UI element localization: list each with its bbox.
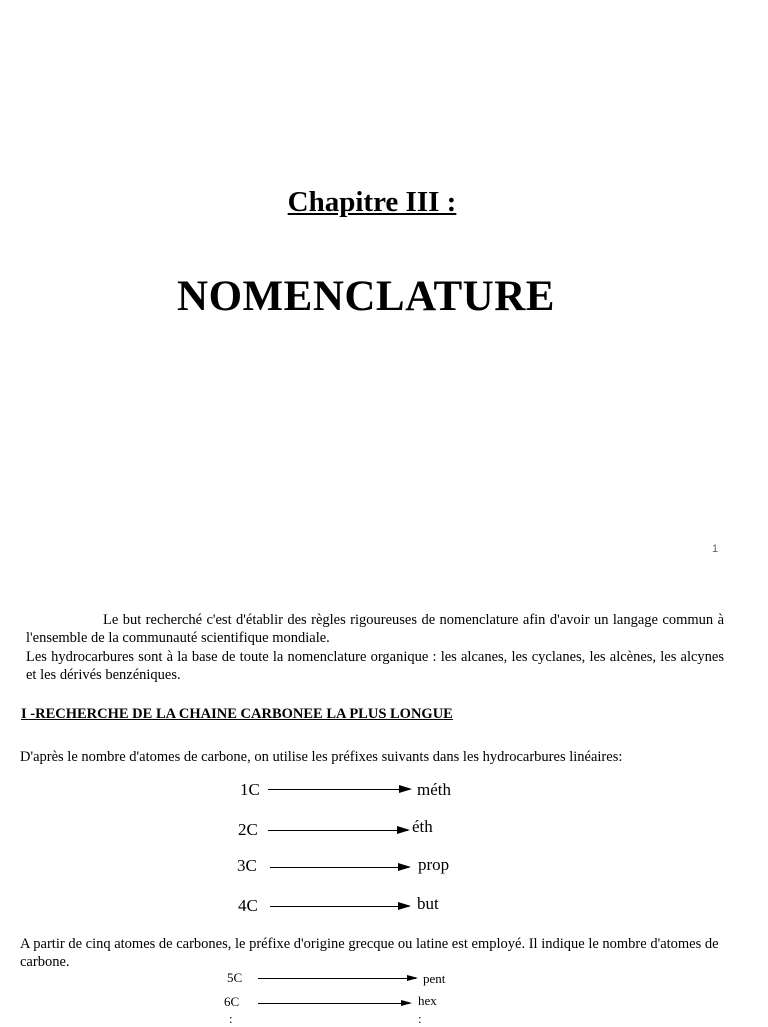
chapter-title: Chapitre III : <box>287 186 457 218</box>
right-arrow-icon <box>258 1003 410 1004</box>
greek-prefix-intro-text: A partir de cinq atomes de carbones, le préfixe d'origine grecque ou latine est employé. Il indique le nombre d'atomes de carbone. <box>20 936 719 970</box>
prefix-label: prop <box>418 855 450 874</box>
carbon-count-label: 1C <box>240 780 260 799</box>
right-arrow-icon <box>270 906 409 907</box>
carbon-count-label: 4C <box>238 896 258 915</box>
carbon-count-label: 3C <box>237 856 257 875</box>
continuation-mark: : <box>229 1011 233 1026</box>
carbon-count-label: 6C <box>224 994 240 1009</box>
carbon-count-label: 5C <box>227 970 243 985</box>
right-arrow-icon <box>258 978 416 979</box>
continuation-mark: : <box>418 1011 422 1026</box>
main-title: NOMENCLATURE <box>177 273 555 320</box>
hydrocarbons-paragraph: Les hydrocarbures sont à la base de toute la nomenclature organique : les alcanes, les cyclanes, les alcènes, les alcynes et les dérivés benzéniques. <box>26 649 724 683</box>
prefix-label: pent <box>423 971 446 986</box>
carbon-count-label: 2C <box>238 820 258 839</box>
prefix-intro-text: D'après le nombre d'atomes de carbone, on utilise les préfixes suivants dans les hydrocarbures linéaires: <box>20 749 623 765</box>
intro-paragraph: Le but recherché c'est d'établir des règles rigoureuses de nomenclature afin d'avoir un langage commun à l'ensemble de la communauté scientifique mondiale. <box>26 612 724 646</box>
right-arrow-icon <box>268 789 410 790</box>
page-number: 1 <box>712 543 719 555</box>
section-heading: I -RECHERCHE DE LA CHAINE CARBONEE LA PLUS LONGUE <box>21 706 453 722</box>
prefix-label: but <box>417 894 439 913</box>
prefix-label: méth <box>417 780 451 799</box>
right-arrow-icon <box>268 830 408 831</box>
right-arrow-icon <box>270 867 409 868</box>
prefix-label: hex <box>418 993 437 1008</box>
prefix-label: éth <box>412 817 433 836</box>
